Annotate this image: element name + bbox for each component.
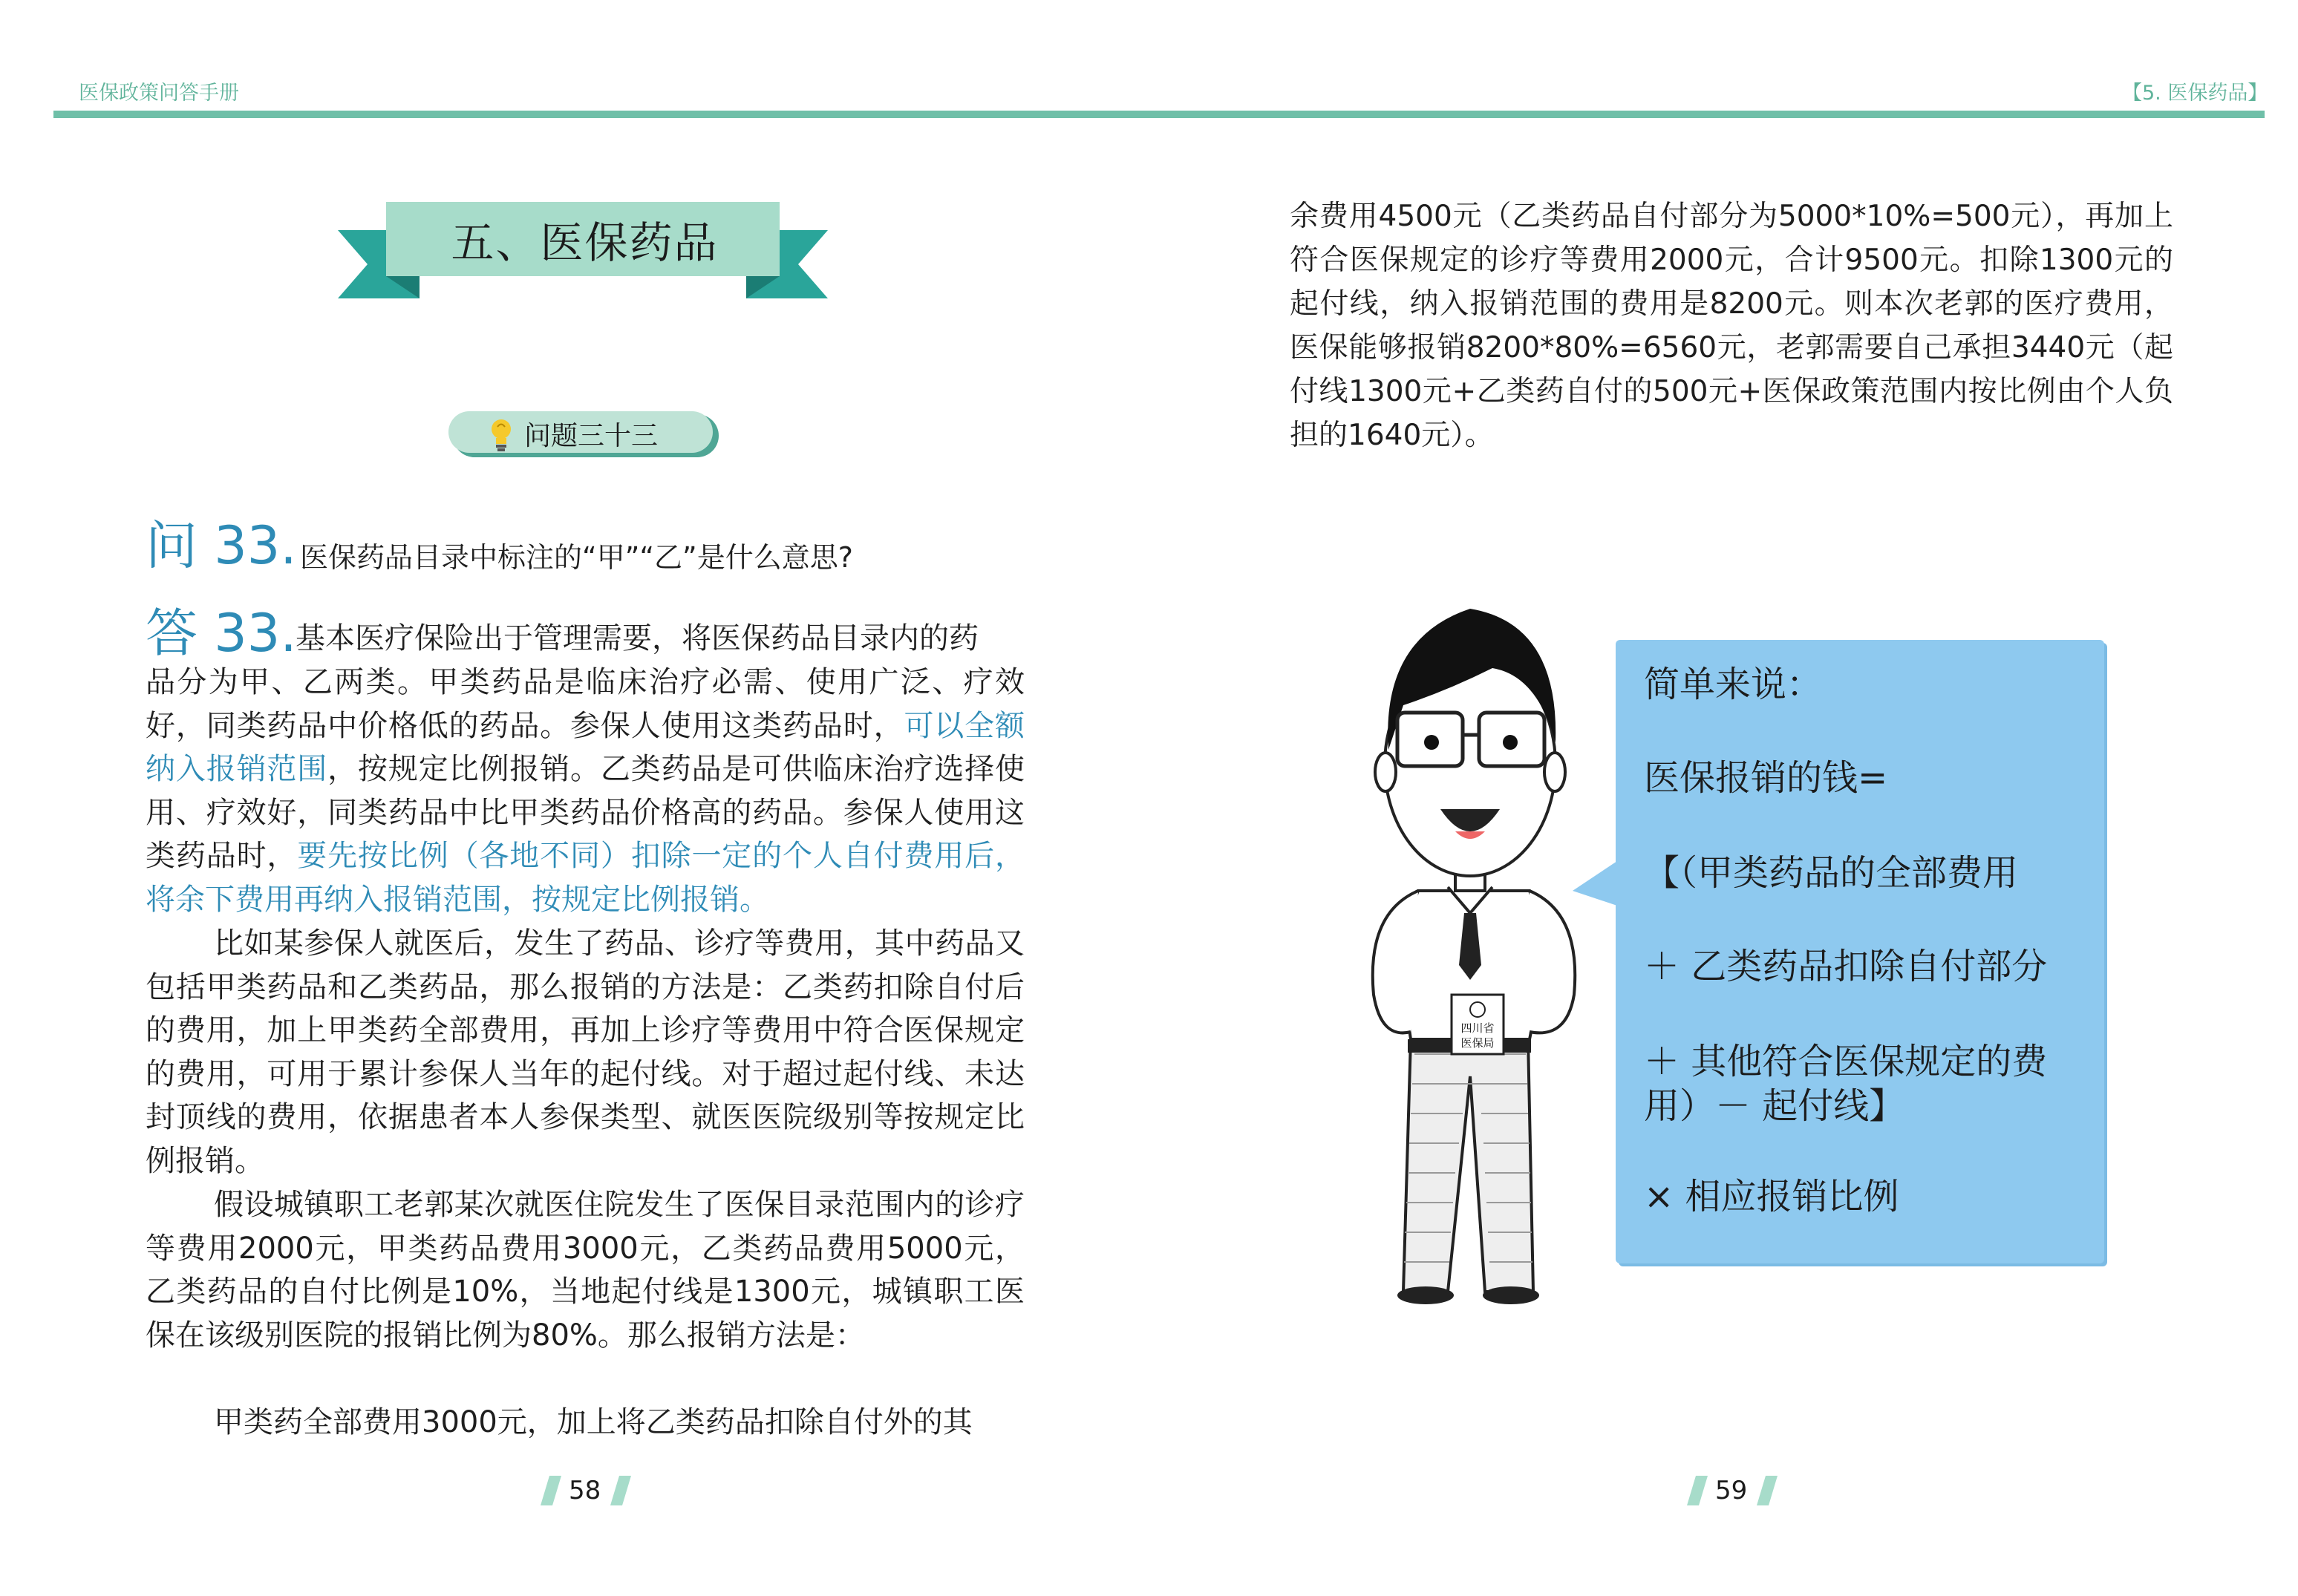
callout-tail bbox=[1573, 861, 1617, 906]
paragraph-example: 比如某参保人就医后，发生了药品、诊疗等费用，其中药品又包括甲类药品和乙类药品，那么报销的方法是：乙类药扣除自付后的费用，加上甲类药全部费用，再加上诊疗等费用中符合医保规定的费用，可用于累计参保人当年的起付线。对于超过起付线、未达封顶线的费用，依据患者本人参保类型、就医医院级别等按规定比例报销。 bbox=[146, 926, 1025, 1178]
question-badge-label: 问题三十三 bbox=[524, 421, 659, 451]
answer-highlight: 可以全额纳入报销范围 bbox=[146, 708, 1025, 786]
callout-line: × 相应报销比例 bbox=[1644, 1176, 1899, 1217]
answer-number: 答 33. bbox=[146, 603, 297, 664]
paragraph-calculation: 甲类药全部费用3000元，加上将乙类药品扣除自付外的其 bbox=[214, 1405, 973, 1439]
running-header-left: 医保政策问答手册 bbox=[79, 82, 239, 105]
cartoon-official-illustration bbox=[1351, 594, 1596, 1306]
callout-line: 医保报销的钱= bbox=[1644, 757, 1888, 799]
lightbulb-icon bbox=[489, 417, 514, 453]
running-header-right: 【5. 医保药品】 bbox=[2122, 82, 2268, 105]
callout-line: 简单来说： bbox=[1644, 664, 1823, 705]
id-card-line2: 医保局 bbox=[1460, 1036, 1495, 1050]
callout-line: 【（甲类药品的全部费用 bbox=[1644, 852, 2019, 894]
answer-first-line: 基本医疗保险出于管理需要，将医保药品目录内的药 bbox=[296, 621, 979, 655]
callout-line: ＋ 其他符合医保规定的费用）－ 起付线】 bbox=[1644, 1041, 2048, 1127]
answer-body bbox=[146, 661, 1025, 921]
answer-text: ，按规定比例报销。乙类药品是可供临床治疗选择使用、疗效好，同类药品中比甲类药品价格高的药品。参保人使用这类药品时， bbox=[146, 752, 1025, 873]
header-rule bbox=[53, 111, 2265, 118]
paragraph-assumption: 假设城镇职工老郭某次就医住院发生了医保目录范围内的诊疗等费用2000元，甲类药品费用3000元，乙类药品费用5000元，乙类药品的自付比例是10%，当地起付线是1300元，城镇职工医保在该级别医院的报销比例为80%。那么报销方法是： bbox=[146, 1188, 1025, 1353]
paragraph-continued: 余费用4500元（乙类药品自付部分为5000*10%=500元），再加上符合医保规定的诊疗等费用2000元，合计9500元。扣除1300元的起付线，纳入报销范围的费用是8200元。则本次老郭的医疗费用，医保能够报销8200*80%=6560元，老郭需要自己承担3440元（起付线1300元+乙类药自付的500元+医保政策范围内按比例由个人负担的1640元）。 bbox=[1290, 200, 2173, 452]
answer-text: 品分为甲、乙两类。甲类药品是临床治疗必需、使用广泛、疗效好，同类药品中价格低的药品。参保人使用这类药品时， bbox=[146, 665, 1025, 743]
callout-line: ＋ 乙类药品扣除自付部分 bbox=[1644, 946, 2048, 987]
answer-highlight: 要先按比例（各地不同）扣除一定的个人自付费用后，将余下费用再纳入报销范围，按规定比例报销。 bbox=[146, 839, 1025, 917]
question-number: 问 33. bbox=[146, 515, 297, 576]
question-text: 医保药品目录中标注的“甲”“乙”是什么意思? bbox=[300, 541, 853, 574]
chapter-title: 五、医保药品 bbox=[451, 218, 719, 268]
id-card-line1: 四川省 bbox=[1460, 1021, 1495, 1035]
page-number-right: 59 bbox=[1715, 1476, 1748, 1505]
page-number-left: 58 bbox=[569, 1476, 601, 1505]
